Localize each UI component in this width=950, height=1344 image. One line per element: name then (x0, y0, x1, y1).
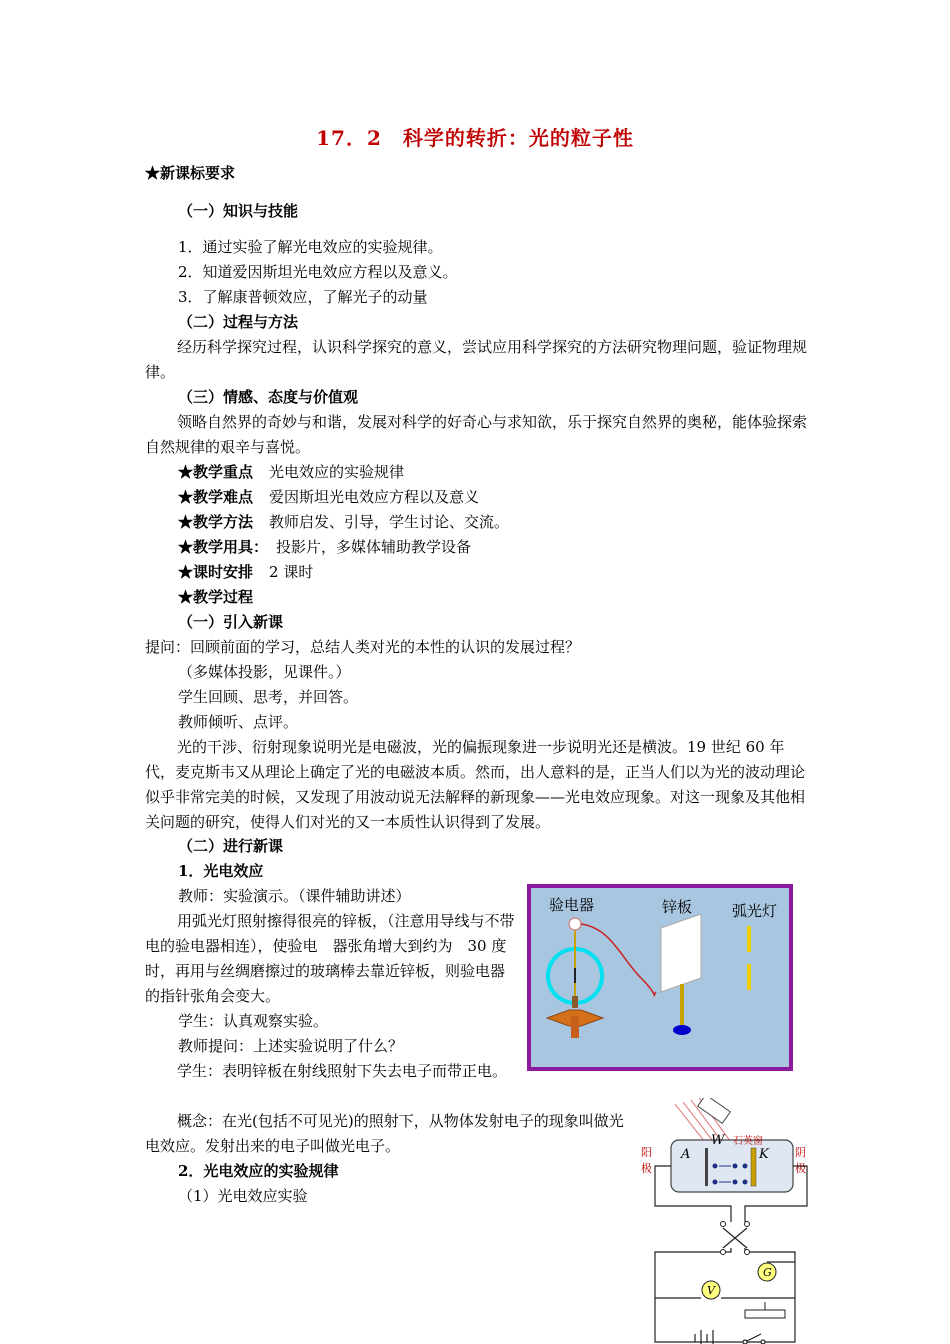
electroscope-ball (569, 918, 581, 930)
intro-question: 提问：回顾前面的学习，总结人类对光的本性的认识的发展过程？ (145, 638, 581, 656)
tools-label: ★教学用具： (178, 538, 269, 556)
galvanometer-G-label: G (763, 1266, 772, 1279)
knowledge-item: 3．了解康普顿效应，了解光子的动量 (178, 288, 428, 306)
window-W-label: W (711, 1133, 725, 1148)
page-title: 17．2 科学的转折：光的粒子性 (316, 126, 634, 150)
method-point (178, 510, 509, 535)
teaching-process-heading: ★教学过程 (178, 588, 254, 606)
knowledge-item: 2．知道爱因斯坦光电效应方程以及意义。 (178, 263, 458, 281)
electroscope-drawing (531, 888, 789, 1067)
time-label: ★课时安排 (178, 563, 254, 581)
method-label: ★教学方法 (178, 513, 254, 531)
intro-projection: （多媒体投影，见课件。） (178, 663, 351, 681)
zinc-plate (661, 914, 701, 992)
intro-student: 学生回顾、思考，并回答。 (178, 688, 359, 706)
quartz-window-label: 石英窗 (733, 1136, 763, 1147)
time-point (178, 560, 313, 585)
section2-heading: 2．光电效应的实验规律 (178, 1162, 339, 1180)
photocell-circuit-figure (635, 1098, 815, 1344)
concept-text: 概念：在光(包括不可见光)的照射下，从物体发射电子的现象叫做光电效应。发射出来的电子叫做光电子。 (145, 1112, 624, 1155)
cathode-K-label: K (759, 1147, 769, 1162)
voltmeter-V-label: V (707, 1284, 715, 1297)
difficulty-label: ★教学难点 (178, 488, 254, 506)
student-answer: 学生：表明锌板在射线照射下失去电子而带正电。 (177, 1062, 508, 1080)
difficulty-point (178, 485, 479, 510)
key-label: ★教学重点 (178, 463, 254, 481)
connecting-wire (581, 924, 656, 995)
section1-heading: 1．光电效应 (178, 862, 264, 880)
anode-A-label: A (681, 1147, 691, 1162)
process-heading: （二）过程与方法 (178, 313, 299, 331)
zinc-plate-label: 锌板 (662, 898, 693, 916)
electroscope-figure (527, 884, 793, 1071)
arc-lamp-label: 弧光灯 (732, 902, 778, 920)
key-point (178, 460, 404, 485)
teacher-ask: 教师提问：上述实验说明了什么？ (178, 1037, 404, 1055)
intro-paragraph: 光的干涉、衍射现象说明光是电磁波，光的偏振现象进一步说明光还是横波。19 世纪 60 年代，麦克斯韦又从理论上确定了光的电磁波本质。然而，出人意料的是，正当人们以为光的波动理论似乎非常完美的时候，又发现了用波动说无法解释的新现象——光电效应现象。对这一现象及其他相关问题的研究，使得人们对光的又一本质性认识得到了发展。 (145, 738, 806, 831)
tools-value: 投影片，多媒体辅助教学设备 (276, 538, 472, 556)
intro-heading: （一）引入新课 (178, 613, 284, 631)
process-text: 经历科学探究过程，认识科学探究的意义，尝试应用科学探究的方法研究物理问题，验证物理规律。 (145, 338, 808, 381)
cathode-plate (751, 1148, 756, 1186)
tools-point (178, 535, 471, 560)
difficulty-value: 爱因斯坦光电效应方程以及意义 (269, 488, 480, 506)
time-value: 2 课时 (269, 563, 314, 581)
anode-label: 阳极 (641, 1146, 652, 1175)
rheostat-icon (745, 1310, 785, 1318)
knowledge-heading: （一）知识与技能 (178, 202, 299, 220)
emotion-text: 领略自然界的奇妙与和谐，发展对科学的好奇心与求知欲，乐于探究自然界的奥秘，能体验探索自然规律的艰辛与喜悦。 (145, 413, 808, 456)
emotion-heading: （三）情感、态度与价值观 (178, 388, 359, 406)
electroscope-label: 验电器 (549, 896, 595, 914)
intro-teacher: 教师倾听、点评。 (178, 713, 299, 731)
demo-text: 教师：实验演示。（课件辅助讲述） (178, 887, 411, 905)
method-value: 教师启发、引导，学生讨论、交流。 (269, 513, 510, 531)
knowledge-item: 1．通过实验了解光电效应的实验规律。 (178, 238, 443, 256)
new-lesson-heading: （二）进行新课 (178, 837, 284, 855)
zinc-stand-base (673, 1025, 691, 1035)
anode-plate (705, 1148, 708, 1186)
key-value: 光电效应的实验规律 (269, 463, 405, 481)
cathode-label: 阴极 (795, 1146, 806, 1175)
experiment-text: 用弧光灯照射擦得很亮的锌板，（注意用导线与不带电的验电器相连），使验电 器张角增大到约为 30 度时，再用与丝绸磨擦过的玻璃棒去靠近锌板，则验电器的指针张角会变大。 (145, 912, 515, 1005)
sub1-heading: （1）光电效应实验 (178, 1187, 308, 1205)
requirements-heading: ★新课标要求 (145, 164, 236, 182)
student-observe: 学生：认真观察实验。 (178, 1012, 329, 1030)
